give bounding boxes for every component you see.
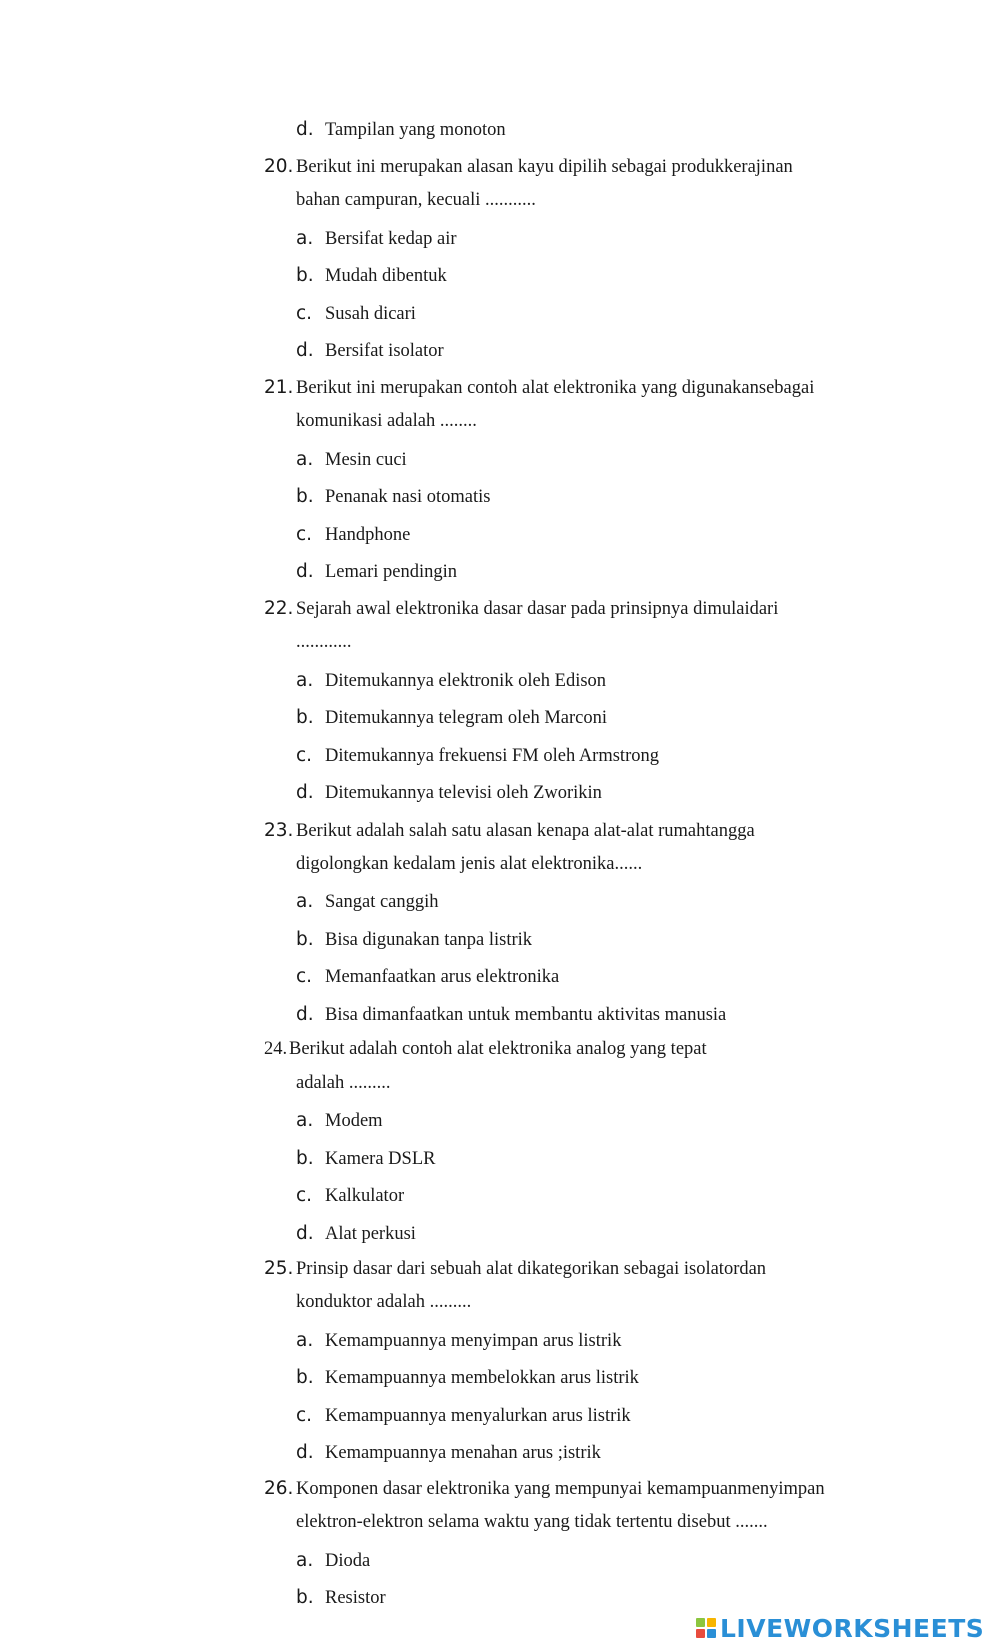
option-letter: a.	[296, 891, 314, 912]
option-letter: d.	[296, 782, 314, 803]
logo-square-yellow	[707, 1618, 716, 1627]
option-letter: c.	[296, 524, 313, 545]
question-text: elektron-elektron selama waktu yang tidak tertentu disebut .......	[296, 1512, 768, 1532]
option-letter: d.	[296, 1442, 314, 1463]
option-text: Sangat canggih	[325, 892, 439, 912]
question-text: Berikut ini merupakan contoh alat elektronika yang digunakansebagai	[296, 378, 815, 398]
option-text: Bisa digunakan tanpa listrik	[325, 930, 533, 950]
question-number: 21.	[264, 377, 294, 398]
logo-square-green	[696, 1618, 705, 1627]
option-text: Mudah dibentuk	[325, 266, 447, 286]
option-letter: c.	[296, 1405, 313, 1426]
option-text: Ditemukannya elektronik oleh Edison	[325, 671, 607, 691]
question-text: Berikut adalah salah satu alasan kenapa alat-alat rumahtangga	[296, 821, 755, 841]
question-text: Prinsip dasar dari sebuah alat dikategorikan sebagai isolatordan	[296, 1259, 767, 1279]
option-text: Kamera DSLR	[325, 1149, 436, 1169]
question-text: adalah .........	[296, 1073, 391, 1093]
question-text: Berikut ini merupakan alasan kayu dipilih sebagai produkkerajinan	[296, 157, 793, 177]
question-number: 26.	[264, 1478, 294, 1499]
question-number: 25.	[264, 1258, 294, 1279]
question-text: digolongkan kedalam jenis alat elektronika......	[296, 854, 643, 874]
option-text: Kalkulator	[325, 1186, 405, 1206]
question-text: Berikut adalah contoh alat elektronika analog yang tepat	[289, 1039, 707, 1059]
question-text: bahan campuran, kecuali ...........	[296, 190, 536, 210]
option-text: Kemampuannya menyalurkan arus listrik	[325, 1406, 631, 1426]
option-letter: a.	[296, 670, 314, 691]
option-letter: a.	[296, 1550, 314, 1571]
option-text: Kemampuannya menahan arus ;istrik	[325, 1443, 601, 1463]
option-text: Resistor	[325, 1588, 386, 1608]
question-text: ............	[296, 632, 352, 652]
option-text: Penanak nasi otomatis	[325, 487, 491, 507]
option-letter: d.	[296, 1004, 314, 1025]
option-letter: b.	[296, 1367, 314, 1388]
option-text: Dioda	[325, 1551, 371, 1571]
question-number: 24.	[264, 1039, 288, 1059]
option-text: Alat perkusi	[325, 1224, 416, 1244]
option-letter: d.	[296, 561, 314, 582]
logo-mark-icon	[696, 1618, 716, 1638]
question-number: 22.	[264, 598, 294, 619]
option-letter: a.	[296, 1110, 314, 1131]
option-letter: b.	[296, 1148, 314, 1169]
option-letter: d.	[296, 119, 314, 140]
option-text: Tampilan yang monoton	[325, 120, 506, 140]
option-text: Ditemukannya televisi oleh Zworikin	[325, 783, 602, 803]
option-letter: b.	[296, 1587, 314, 1608]
logo-square-red	[696, 1629, 705, 1638]
option-text: Memanfaatkan arus elektronika	[325, 967, 560, 987]
option-text: Ditemukannya frekuensi FM oleh Armstrong	[325, 746, 659, 766]
option-letter: a.	[296, 449, 314, 470]
option-letter: b.	[296, 265, 314, 286]
question-text: komunikasi adalah ........	[296, 411, 477, 431]
question-text: Komponen dasar elektronika yang mempunyai kemampuanmenyimpan	[296, 1479, 825, 1499]
option-text: Bisa dimanfaatkan untuk membantu aktivitas manusia	[325, 1005, 727, 1025]
question-number: 23.	[264, 820, 294, 841]
logo-square-blue	[707, 1629, 716, 1638]
option-letter: b.	[296, 707, 314, 728]
question-number: 20.	[264, 156, 294, 177]
option-text: Kemampuannya menyimpan arus listrik	[325, 1331, 622, 1351]
option-letter: c.	[296, 966, 313, 987]
liveworksheets-logo[interactable]	[696, 1612, 984, 1644]
question-text: Sejarah awal elektronika dasar dasar pada prinsipnya dimulaidari	[296, 599, 779, 619]
option-text: Ditemukannya telegram oleh Marconi	[325, 708, 608, 728]
logo-text: LIVEWORKSHEETS	[720, 1613, 985, 1643]
option-letter: c.	[296, 303, 313, 324]
question-text: konduktor adalah .........	[296, 1292, 472, 1312]
option-letter: b.	[296, 929, 314, 950]
option-text: Lemari pendingin	[325, 562, 458, 582]
option-text: Bersifat kedap air	[325, 229, 457, 249]
option-text: Bersifat isolator	[325, 341, 444, 361]
option-letter: a.	[296, 1330, 314, 1351]
option-letter: c.	[296, 1185, 313, 1206]
option-text: Handphone	[325, 525, 411, 545]
option-text: Mesin cuci	[325, 450, 407, 470]
option-text: Susah dicari	[325, 304, 416, 324]
option-letter: d.	[296, 340, 314, 361]
option-letter: a.	[296, 228, 314, 249]
option-letter: c.	[296, 745, 313, 766]
option-letter: d.	[296, 1223, 314, 1244]
option-text: Modem	[325, 1111, 383, 1131]
option-letter: b.	[296, 486, 314, 507]
option-text: Kemampuannya membelokkan arus listrik	[325, 1368, 639, 1388]
